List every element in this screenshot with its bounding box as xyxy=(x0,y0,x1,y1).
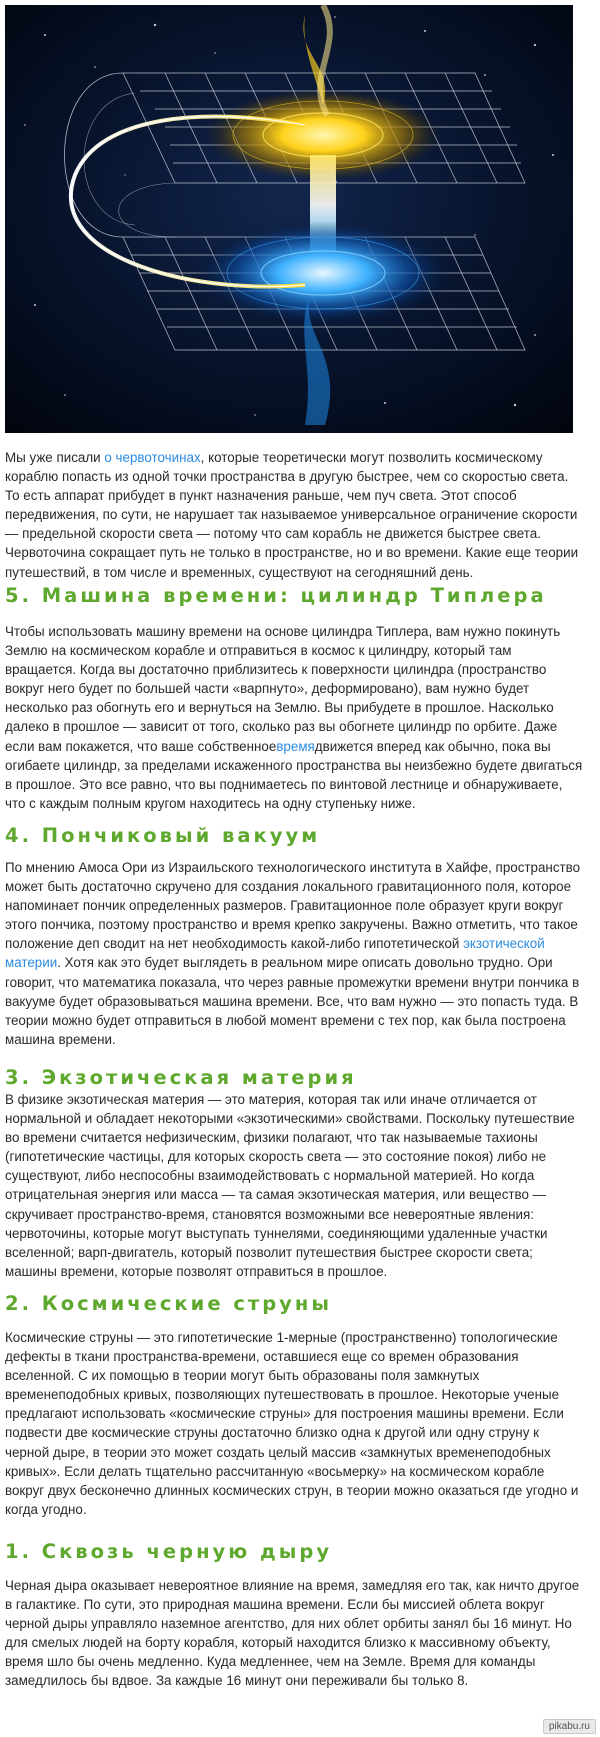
section-heading-5: 5. Машина времени: цилиндр Типлера xyxy=(5,584,547,607)
section-paragraph-4: По мнению Амоса Ори из Израильского технологического института в Хайфе, пространство может быть достаточно скручено для создания локального гравитационного поля, которое напоминает пончик определенных размеров. Гравитационное поле образует круги вокруг этого пончика, поэтому пространство и время крепко закручены. Важно отметить, что такое положение деп сводит на нет необходимость какой-либо гипотетической экзотической материи. Хотя как это будет выглядеть в реальном мире описать довольно трудно. Ори говорит, что математика показала, что через равные промежутки времени внутри пончика в вакууме будет образовываться машина времени. Все, что вам нужно — это попасть туда. В теории можно будет отправиться в любой момент времени с тех пор, как была построена машина времени. xyxy=(5,860,581,1047)
section-paragraph-2: Космические струны — это гипотетические 1-мерные (пространственно) топологические дефекты в ткани пространства-времени, оставшиеся еще со времен образования вселенной. С их помощью в теории могут быть образованы поля замкнутых временеподобных кривых, позволяющих путешествовать в прошлое. Некоторые ученые предлагают использовать «космические струны» для построения машины времени. Если подвести две космические струны достаточно близко одна к другой или одну струну к черной дыре, в теории это может создать целый массив «замкнутых временеподобных кривых». Если делать тщательно рассчитанную «восьмерку» на космическом корабле вокруг двух бесконечно длинных космических струн, в теории можно оказаться где угодно и когда угодно. xyxy=(5,1330,579,1517)
section-paragraph-5: Чтобы использовать машину времени на основе цилиндра Типлера, вам нужно покинуть Землю на космическом корабле и отправиться в космос к цилиндру, который там вращается. Когда вы достаточно приблизитесь к поверхности цилиндра (пространство вокруг него будет по большей части «варпнуто», деформировано), вам нужно будет несколько раз обогнуть его и вернуться на Землю. Вы прибудете в прошлое. Насколько далеко в прошлое — зависит от того, сколько раз вы обогнете цилиндр по орбите. Даже если вам покажется, что ваше собственноевремядвижется вперед как обычно, пока вы огибаете цилиндр, за пределами искаженного пространства вы неизбежно будете двигаться в прошлое. Это все равно, что вы поднимаетесь по винтовой лестнице и обнаруживаете, что с каждым полным кругом находитесь на одну ступеньку ниже. xyxy=(5,624,583,811)
intro-paragraph: Мы уже писали о червоточинах, которые теоретически могут позволить космическому кораблю попасть из одной точки пространства в другую быстрее, чем со скоростью света. То есть аппарат прибудет в пункт назначения раньше, чем пуч света. Этот способ передвижения, по сути, не нарушает так называемое универсальное ограничение скорости — предельной скорости света — потому что сам корабль не движется быстрее света. Червоточина сокращает путь не только в пространстве, но и во времени. Какие еще теории путешествий, в том числе и временных, существуют на сегодняшний день. xyxy=(5,450,579,580)
section-heading-3: 3. Экзотическая материя xyxy=(5,1066,357,1089)
section-heading-1: 1. Сквозь черную дыру xyxy=(5,1540,333,1563)
section-paragraph-1: Черная дыра оказывает невероятное влияние на время, замедляя его так, как ничто другое в галактике. По сути, это природная машина времени. Если бы миссией облета вокруг черной дыры управляло наземное агентство, для них облет орбиты занял бы 16 минут. Но для смелых людей на борту корабля, который находится близко к массивному объекту, время шло бы очень медленно. Куда медленнее, чем на Земле. Время для команды замедлилось бы вдвое. За каждые 16 минут они переживали бы только 8. xyxy=(5,1578,580,1689)
section-paragraph-3: В физике экзотическая материя — это материя, которая так или иначе отличается от нормальной и обладает некоторыми «экзотическими» свойствами. Поскольку путешествие во времени считается нефизическим, физики полагают, что так называемые тахионы (гипотетические частицы, для которых скорость света — это состояние покоя) либо не существуют, либо неспособны взаимодействовать с нормальной материей. Но когда отрицательная энергия или масса — та самая экзотическая материя, или вещество — скручивает пространство-время, становятся возможными все невероятные явления: червоточины, которые могут выступать туннелями, соединяющими удаленные участки вселенной; варп-двигатель, который позволит путешествия быстрее скорости света; машины времени, которые позволят отправиться в прошлое. xyxy=(5,1092,575,1279)
site-watermark: pikabu.ru xyxy=(543,1719,596,1734)
wormholes-link[interactable]: о червоточинах xyxy=(104,450,201,465)
wormhole-illustration xyxy=(5,5,573,433)
section-heading-4: 4. Пончиковый вакуум xyxy=(5,824,321,847)
time-link[interactable]: время xyxy=(276,738,315,754)
section-heading-2: 2. Космические струны xyxy=(5,1292,332,1315)
exotic-matter-link[interactable]: экзотической материи xyxy=(5,936,545,971)
